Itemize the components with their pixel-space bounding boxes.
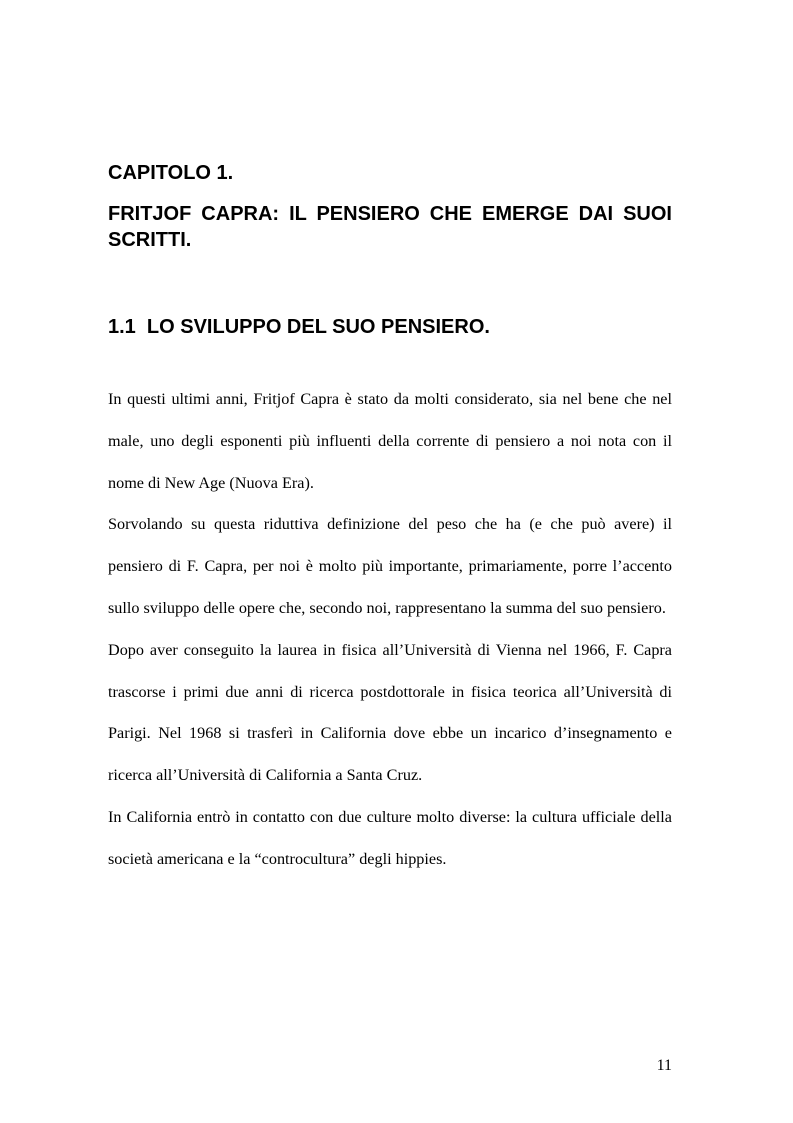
paragraph: Sorvolando su questa riduttiva definizione del peso che ha (e che può avere) il pensiero di F. Capra, per noi è molto più importante, primariamente, porre l’accento sullo sviluppo delle opere che, secondo noi, rappresentano la summa del suo pensiero.	[108, 515, 672, 617]
paragraph: In questi ultimi anni, Fritjof Capra è stato da molti considerato, sia nel bene che nel male, uno degli esponenti più influenti della corrente di pensiero a noi nota con il nome di New Age (Nuova Era).	[108, 390, 672, 492]
chapter-title: FRITJOF CAPRA: IL PENSIERO CHE EMERGE DAI SUOI SCRITTI.	[108, 203, 672, 251]
chapter-label: CAPITOLO 1.	[108, 162, 234, 184]
page-number: 11	[656, 1057, 672, 1074]
paragraph: In California entrò in contatto con due culture molto diverse: la cultura ufficiale della società americana e la “controcultura” degli hippies.	[108, 807, 672, 868]
body-text	[108, 379, 672, 881]
section-title: 1.1 LO SVILUPPO DEL SUO PENSIERO.	[108, 316, 490, 338]
paragraph: Dopo aver conseguito la laurea in fisica all’Università di Vienna nel 1966, F. Capra trascorse i primi due anni di ricerca postdottorale in fisica teorica all’Università di Parigi. Nel 1968 si trasferì in California dove ebbe un incarico d’insegnamento e ricerca all’Università di California a Santa Cruz.	[108, 640, 672, 785]
